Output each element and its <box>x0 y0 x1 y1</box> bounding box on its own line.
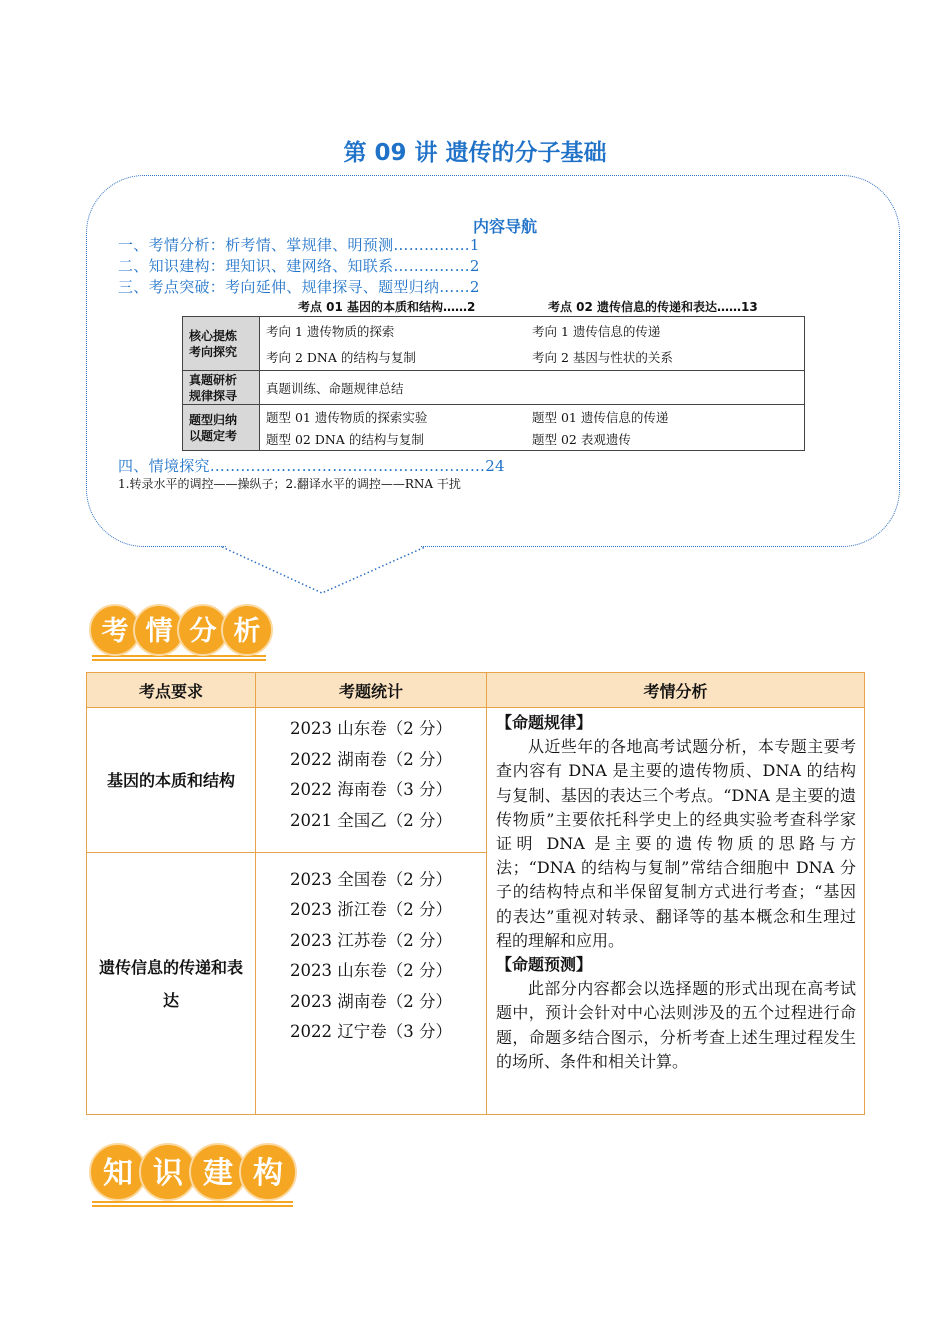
situation-items[interactable]: 1.转录水平的调控——操纵子；2.翻译水平的调控——RNA 干扰 <box>118 477 461 491</box>
nav-item[interactable]: 考向 2 基因与性状的关系 <box>532 349 673 365</box>
stat-item: 2023 山东卷（2 分） <box>290 961 452 980</box>
nav-row-content <box>260 405 805 451</box>
analysis-cell <box>487 708 865 1115</box>
nav-item[interactable]: 考向 1 遗传信息的传递 <box>532 323 661 339</box>
banner-char: 建 <box>203 1156 233 1191</box>
stats-cell <box>256 708 487 853</box>
page-title: 第 09 讲 遗传的分子基础 <box>343 140 607 166</box>
stat-item: 2023 江苏卷（2 分） <box>290 930 452 950</box>
zhishi-banner <box>88 1142 303 1212</box>
banner-char: 考 <box>101 616 129 647</box>
bubble-tail <box>220 545 430 597</box>
stat-item: 2023 山东卷（2 分） <box>290 719 452 738</box>
nav-section-4[interactable]: 四、情境探究………………………………………………24 <box>118 457 505 475</box>
nav-heading: 内容导航 <box>472 217 537 236</box>
banner-char: 知 <box>103 1156 133 1191</box>
col-header-requirement: 考点要求 <box>87 673 256 708</box>
nav-item[interactable]: 题型 01 遗传信息的传递 <box>532 409 669 425</box>
stat-item: 2022 湖南卷（2 分） <box>290 749 452 769</box>
nav-item[interactable]: 题型 02 DNA 的结构与复制 <box>266 431 424 447</box>
requirement-cell: 基因的本质和结构 <box>87 708 256 853</box>
rule-heading: 【命题规律】 <box>496 713 593 732</box>
stat-item: 2021 全国乙（2 分） <box>290 810 452 830</box>
banner-char: 析 <box>233 616 261 647</box>
nav-table <box>182 316 805 451</box>
nav-row-head: 真题研析 规律探寻 <box>183 371 260 405</box>
nav-section-2[interactable]: 二、知识建构：理知识、建网络、知联系……………2 <box>118 257 480 275</box>
nav-row-content <box>260 371 805 405</box>
kaoqing-banner <box>88 604 278 664</box>
kaodian-2[interactable]: 考点 02 遗传信息的传递和表达……13 <box>548 300 758 314</box>
banner-char: 识 <box>153 1156 183 1191</box>
nav-item[interactable]: 真题训练、命题规律总结 <box>266 380 404 396</box>
nav-row-content <box>260 317 805 371</box>
kaodian-1[interactable]: 考点 01 基因的本质和结构……2 <box>298 300 476 314</box>
nav-row-head: 核心提炼 考向探究 <box>183 317 260 371</box>
nav-row-head: 题型归纳 以题定考 <box>183 405 260 451</box>
requirement-cell: 遗传信息的传递和表达 <box>87 853 256 1115</box>
predict-text: 此部分内容都会以选择题的形式出现在高考试题中，预计会针对中心法则涉及的五个过程进行命题，命题多结合图示，分析考查上述生理过程发生的场所、条件和相关计算。 <box>496 979 856 1071</box>
col-header-analysis: 考情分析 <box>487 673 865 708</box>
nav-item[interactable]: 考向 2 DNA 的结构与复制 <box>266 349 416 365</box>
nav-item[interactable]: 考向 1 遗传物质的探索 <box>266 323 395 339</box>
stat-item: 2023 全国卷（2 分） <box>290 869 452 889</box>
stat-item: 2023 浙江卷（2 分） <box>290 900 452 919</box>
exam-analysis-table <box>86 672 865 1115</box>
nav-item[interactable]: 题型 02 表观遗传 <box>532 431 631 447</box>
banner-char: 情 <box>145 616 173 647</box>
stat-item: 2023 湖南卷（2 分） <box>290 991 452 1011</box>
nav-section-1[interactable]: 一、考情分析：析考情、掌规律、明预测……………1 <box>118 236 480 254</box>
nav-item[interactable]: 题型 01 遗传物质的探索实验 <box>266 409 428 425</box>
predict-heading: 【命题预测】 <box>496 955 593 975</box>
col-header-stats: 考题统计 <box>256 673 487 708</box>
stat-item: 2022 辽宁卷（3 分） <box>290 1022 452 1041</box>
banner-char: 分 <box>189 616 217 647</box>
nav-section-3[interactable]: 三、考点突破：考向延伸、规律探寻、题型归纳……2 <box>118 278 480 296</box>
stat-item: 2022 海南卷（3 分） <box>290 780 452 799</box>
rule-text: 从近些年的各地高考试题分析，本专题主要考查内容有 DNA 是主要的遗传物质、DNA 的结构与复制、基因的表达三个考点。“DNA 是主要的遗传物质”主要依托科学史上的经典实验考查科学家证明 DNA 是主要的遗传物质的思路与方法；“DNA 的结构与复制”常结合细胞中 DNA 分子的结构特点和半保留复制方式进行考查；“基因的表达”重视对转录、翻译等的基本概念和生理过程的理解和应用。 <box>496 737 856 950</box>
banner-char: 构 <box>253 1156 283 1191</box>
stats-cell <box>256 853 487 1115</box>
